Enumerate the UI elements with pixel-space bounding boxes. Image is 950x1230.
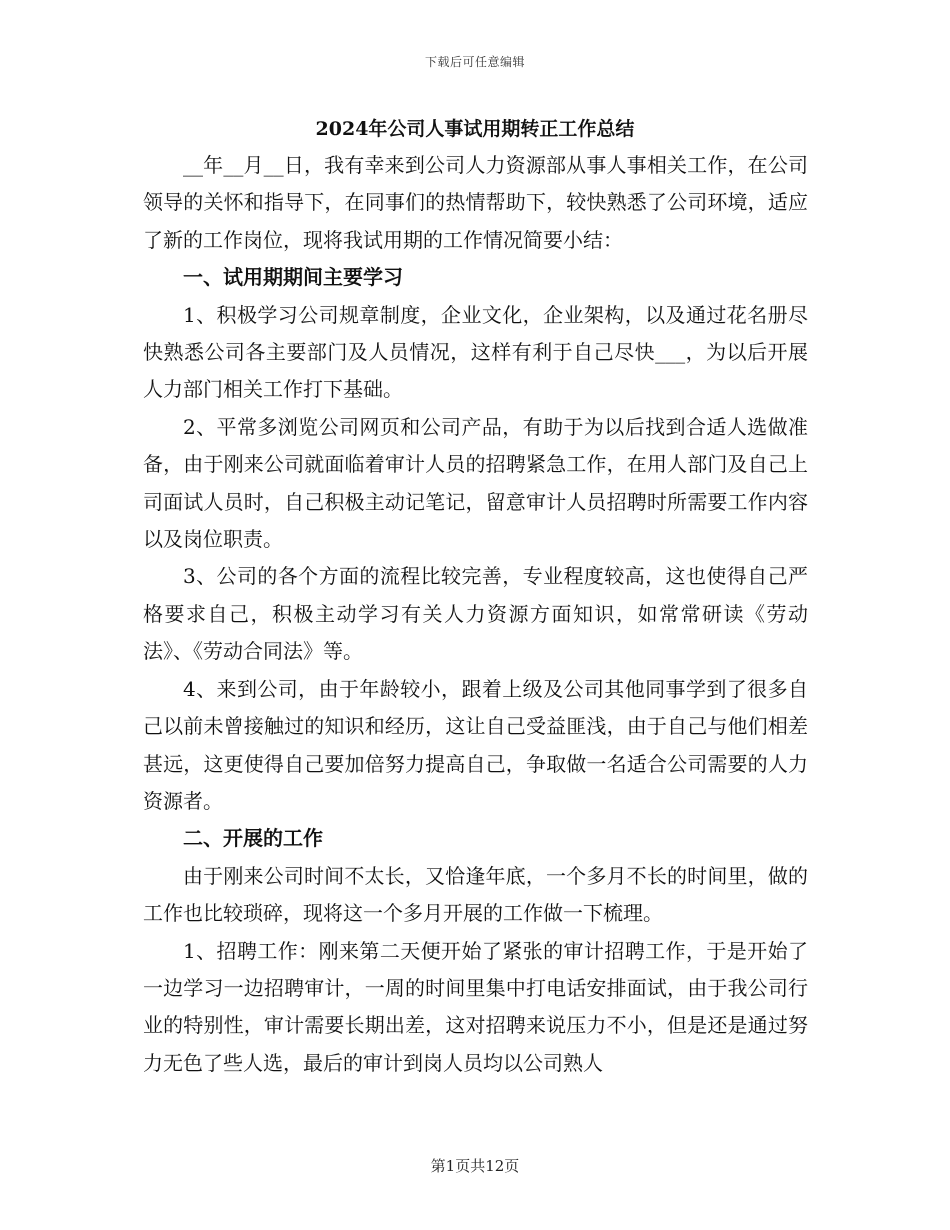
header-note: 下载后可任意编辑: [424, 55, 525, 69]
page-footer: 第1页共12页: [430, 1157, 520, 1175]
section-1-item-3: 3、公司的各个方面的流程比较完善，专业程度较高，这也使得自己严格要求自己，积极主动学习有关人力资源方面知识，如常常研读《劳动法》、《劳动合同法》等。: [143, 564, 808, 664]
document-body: [143, 147, 808, 1082]
section-1-item-2: 2、平常多浏览公司网页和公司产品，有助于为以后找到合适人选做准备，由于刚来公司就面临着审计人员的招聘紧急工作，在用人部门及自己上司面试人员时，自己积极主动记笔记，留意审计人员招聘时所需要工作内容以及岗位职责。: [143, 414, 808, 552]
section-1-heading: 一、试用期期间主要学习: [183, 265, 403, 290]
section-2-heading: 二、开展的工作: [183, 826, 323, 851]
section-1-item-4: 4、来到公司，由于年龄较小，跟着上级及公司其他同事学到了很多自己以前未曾接触过的知识和经历，这让自己受益匪浅，由于自己与他们相差甚远，这更使得自己要加倍努力提高自己，争取做一名适合公司需要的人力资源者。: [143, 676, 808, 813]
section-1-item-1: 1、积极学习公司规章制度，企业文化，企业架构，以及通过花名册尽快熟悉公司各主要部门及人员情况，这样有利于自己尽快___，为以后开展人力部门相关工作打下基础。: [143, 302, 808, 402]
section-2-item-1: 1、招聘工作：刚来第二天便开始了紧张的审计招聘工作，于是开始了一边学习一边招聘审计，一周的时间里集中打电话安排面试，由于我公司行业的特别性，审计需要长期出差，这对招聘来说压力不小，但是还是通过努力无色了些人选，最后的审计到岗人员均以公司熟人: [143, 938, 808, 1075]
intro-paragraph: __年__月__日，我有幸来到公司人力资源部从事人事相关工作，在公司领导的关怀和指导下，在同事们的热情帮助下，较快熟悉了公司环境，适应了新的工作岗位，现将我试用期的工作情况简要小结：: [143, 153, 808, 252]
section-2-intro: 由于刚来公司时间不太长，又恰逢年底，一个多月不长的时间里，做的工作也比较琐碎，现将这一个多月开展的工作做一下梳理。: [143, 863, 808, 926]
document-title: 2024年公司人事试用期转正工作总结: [315, 118, 635, 140]
